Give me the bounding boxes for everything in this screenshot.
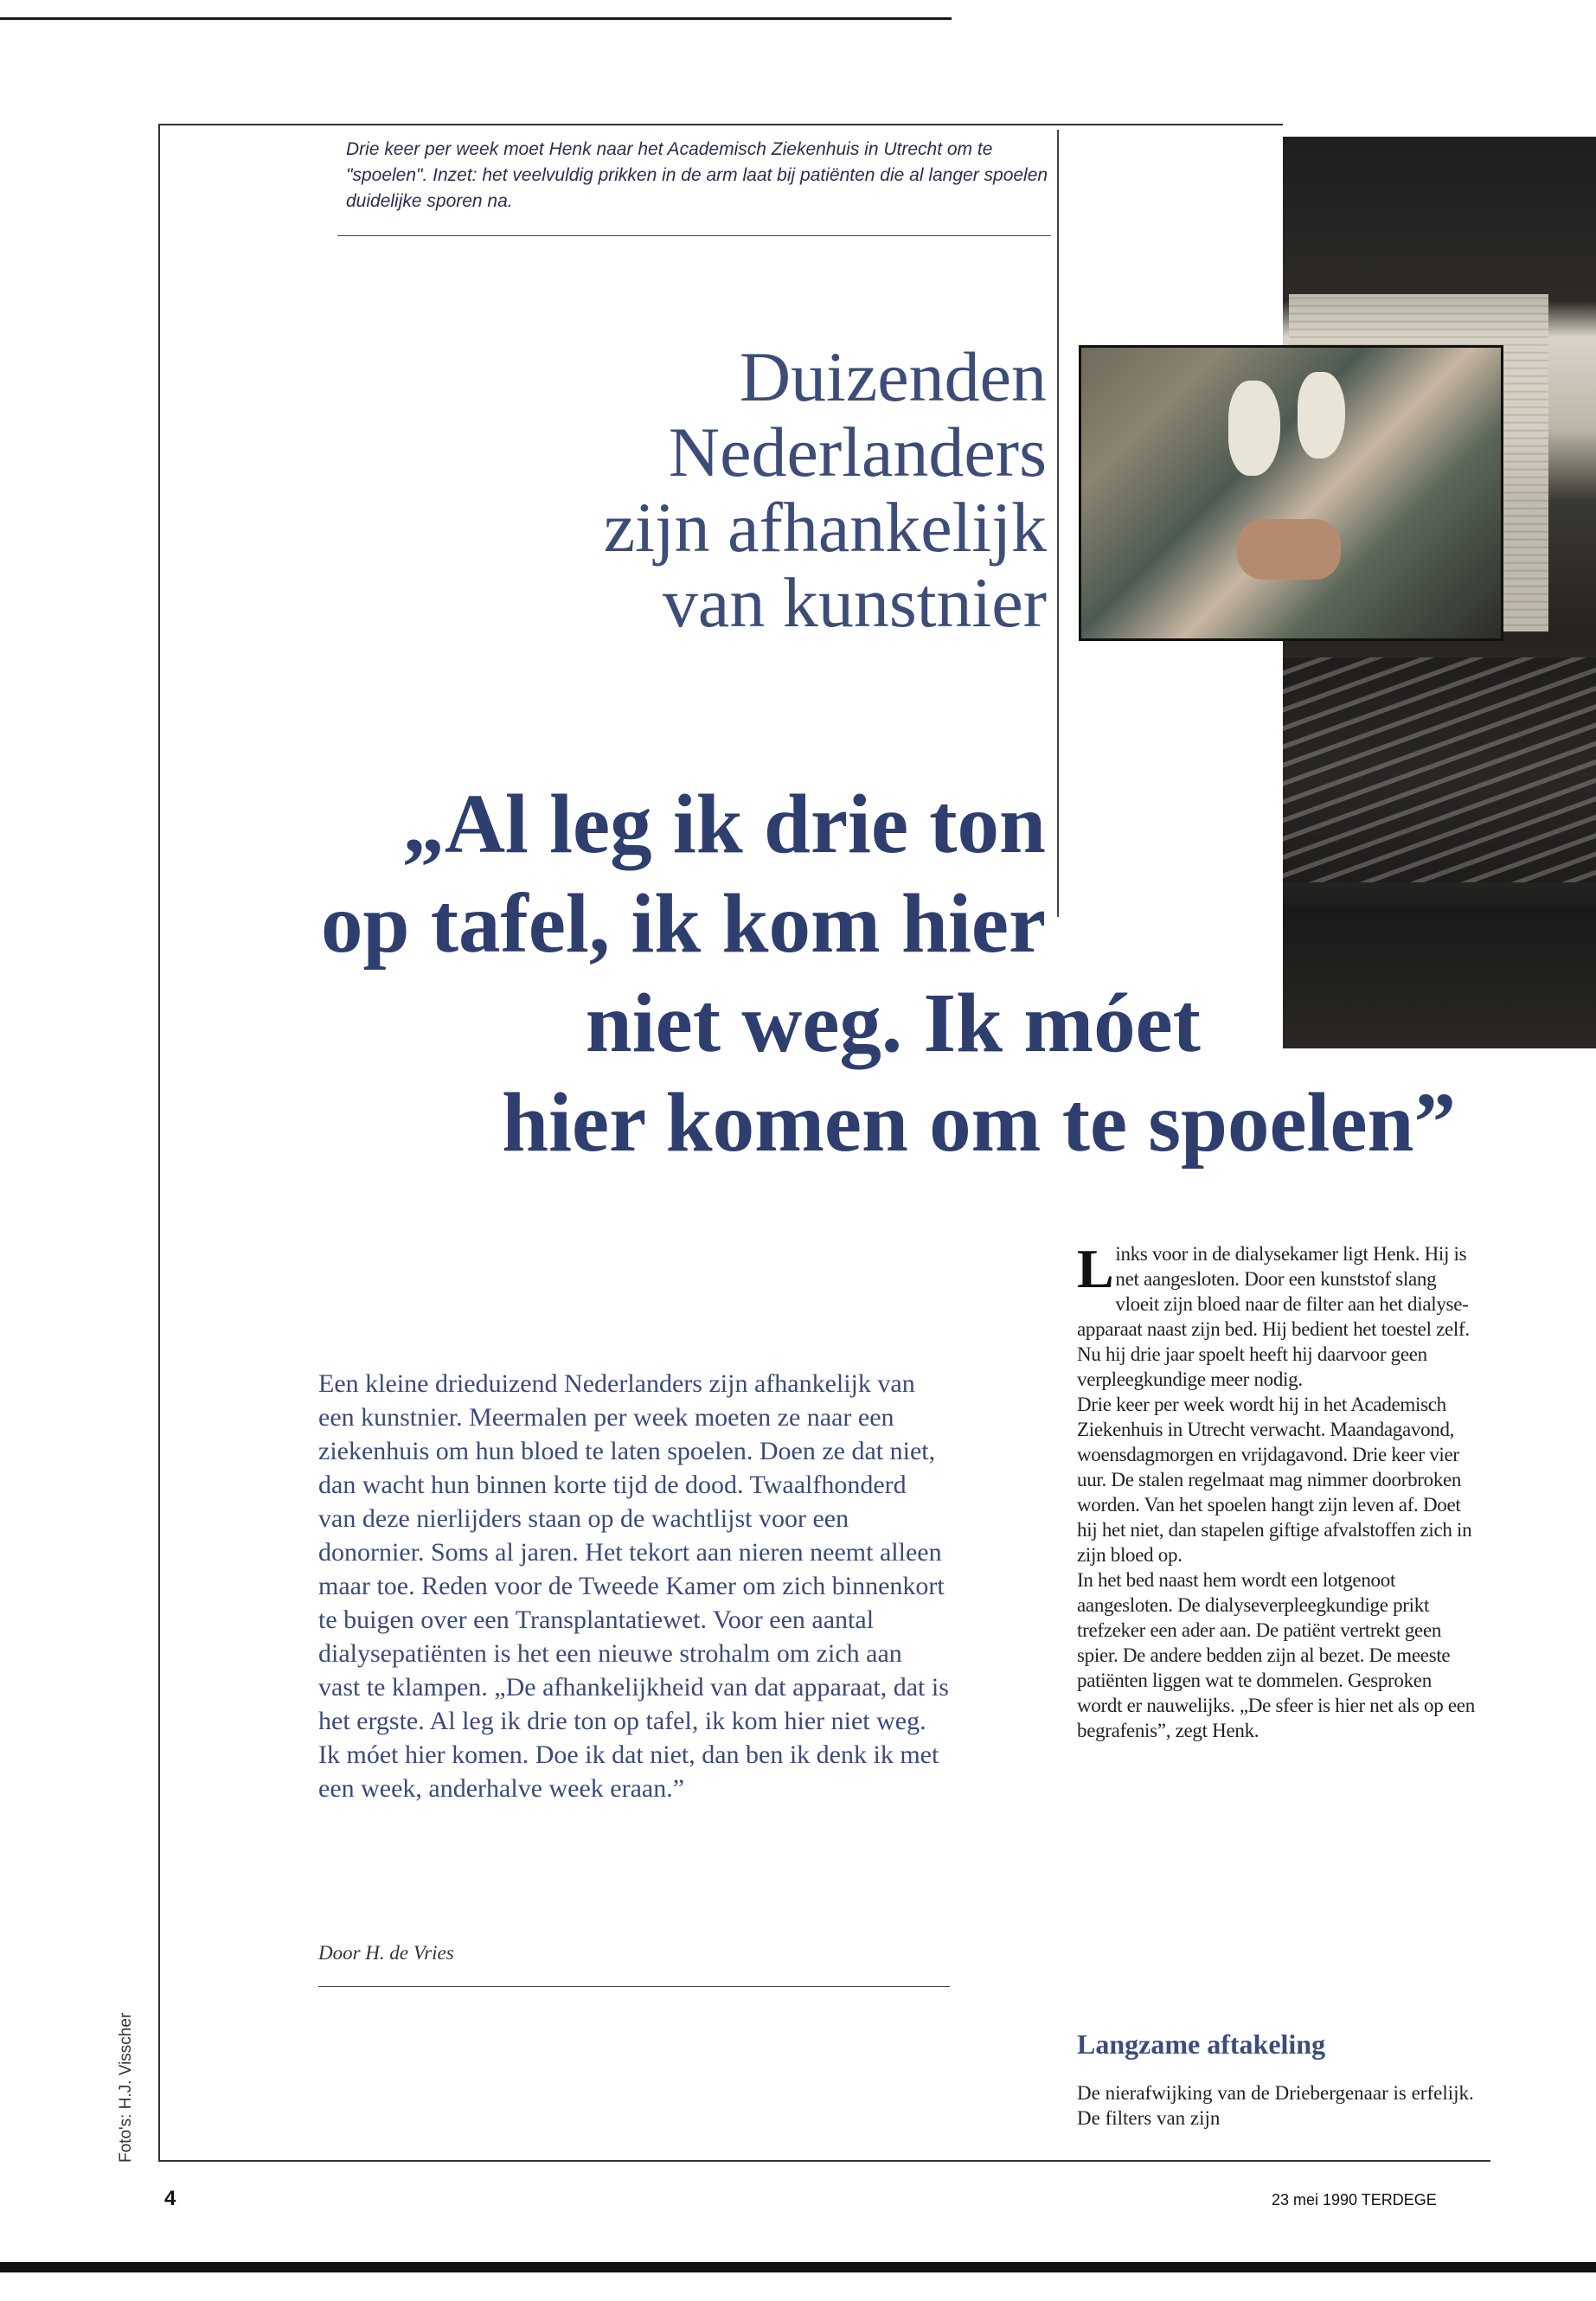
inset-gloved-hand [1228,381,1280,476]
bottom-bar [0,2262,1596,2272]
top-rule [0,17,952,20]
pull-quote-line [502,1076,1456,1169]
issue-info: 23 mei 1990 TERDEGE [1272,2191,1437,2208]
drop-cap: L [1077,1238,1114,1299]
page-number: 4 [164,2187,176,2210]
headline-line: Duizenden [739,337,1047,416]
photo-credit: Foto's: H.J. Visscher [117,2012,135,2163]
pull-quote-line [321,877,1046,970]
photo-striped-shirt-detail [1283,657,1596,882]
pull-quote-text: op tafel, ik kom hier [321,877,1046,970]
intro-rule [318,1986,950,1987]
pull-quote-line [585,977,1201,1069]
photo-caption: Drie keer per week moet Henk naar het Academisch Ziekenhuis in Utrecht om te "spoelen". Inzet: het veelvuldig prikken in de arm laat bij patiënten die al langer spoelen duidelijke sporen na. [346,139,1048,211]
frame-bottom-rule [158,2160,1490,2162]
intro-paragraph: Een kleine drieduizend Nederlanders zijn afhankelijk van een kunstnier. Meermalen per week moeten ze naar een ziekenhuis om hun bloed te laten spoelen. Doen ze dat niet, dan wacht hun binnen korte tijd de dood. Twaalfhonderd van deze nierlijders staan op de wachtlijst voor een donornier. Soms al jaren. Het tekort aan nieren neemt alleen maar toe. Reden voor de Tweede Kamer om zich binnenkort te buigen over een Transplantatiewet. Voor een aantal dialysepatiënten is het een nieuwe strohalm om zich aan vast te klampen. „De afhankelijkheid van dat apparaat, dat is het ergste. Al leg ik drie ton op tafel, ik kom hier niet weg. Ik móet hier komen. Doe ik dat niet, dan ben ik denk ik met een week, anderhalve week eraan.” [318,1369,949,1803]
subheading: Langzame aftakeling [1077,2029,1326,2060]
caption-rule [337,235,1051,236]
frame-left-rule [158,124,160,2161]
body-paragraph: Drie keer per week wordt hij in het Academisch Ziekenhuis in Utrecht verwacht. Maandagavond, woensdagmorgen en vrijdagavond. Drie keer vier uur. De stalen regelmaat mag nimmer doorbroken worden. Van het spoelen hangt zijn leven af. Doet hij het niet, dan stapelen giftige afvalstoffen zich in zijn bloed op. [1077,1394,1472,1566]
pull-quote-text: niet weg. Ik móet [585,977,1201,1069]
headline-line: Nederlanders [668,413,1047,491]
pull-quote-text: „Al leg ik drie ton [402,778,1046,870]
body-paragraph: inks voor in de dialysekamer ligt Henk. Hij is net aangesloten. Door een kunststof slang vloeit zijn bloed naar de filter aan het dialyse-apparaat naast zijn bed. Hij bedient het toestel zelf. Nu hij drie jaar spoelt heeft hij daarvoor geen verpleegkundige meer nodig. [1077,1243,1470,1390]
pull-quote-line [402,778,1046,870]
pull-quote-text: hier komen om te spoelen” [502,1076,1456,1169]
column-divider [1057,130,1059,917]
byline: Door H. de Vries [318,1942,454,1964]
body-paragraph: De nierafwijking van de Driebergenaar is erfelijk. De filters van zijn [1077,2082,1474,2129]
headline [260,337,1047,643]
frame-top-rule [158,124,1283,125]
inset-photo-arm-puncture [1079,345,1503,641]
headline-line: zijn afhankelijk [603,488,1047,567]
body-column [1077,1238,1475,1743]
headline-line: van kunstnier [662,563,1047,642]
inset-patient-arm [1237,519,1341,580]
body-paragraph: In het bed naast hem wordt een lotgenoot aangesloten. De dialyseverpleegkundige prikt trefzeker een ader aan. De patiënt vertrekt geen spier. De andere bedden zijn al bezet. De meeste patiënten liggen wat te dommelen. Gesproken wordt er nauwelijks. „De sfeer is hier net als op een begrafenis”, zegt Henk. [1077,1569,1475,1741]
inset-gloved-hand [1298,372,1345,458]
